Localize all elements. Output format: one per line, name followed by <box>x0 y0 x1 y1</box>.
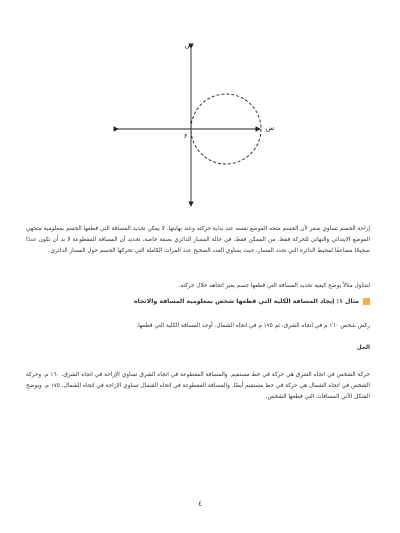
y-axis-label: ص <box>184 41 194 49</box>
paragraph-intro-example: لنتناول مثالاً يوضح كيفية تحديد المسافة التي قطعها جسم يغير اتجاهه خلال حركته. <box>178 283 370 289</box>
orange-square-icon <box>363 298 370 305</box>
solution-text: حركة الشخص في اتجاه الشرق هي حركة في خط مستقيم. والمسافة المقطوعة في اتجاه الشرق تساوي الإزاحة في اتجاه الشرق، ١٦٠ م. وحركة الشخص في اتجاه الشمال هي حركة في خط مستقيم أيضًا. والمسافة المقطوعة في اتجاه الشمال تساوي الإزاحة في اتجاه الشمال، ١٧٥ م. ويوضح الشكل الآتي المسافات التي قطعها الشخص. <box>26 372 370 401</box>
origin-label: و <box>184 131 187 138</box>
solution-heading: الحل <box>356 345 370 351</box>
x-axis-label: س <box>265 124 275 132</box>
example-heading <box>26 298 370 305</box>
paragraph-displacement-explanation: إزاحة الجسم تساوي صفر لأن الجسم متجه الموضع نفسه عند بداية حركته وعند نهايتها. لا يمكن تحديد المسافة التي قطعها الجسم بمعلومية متجهي الموضع الابتدائي والنهائي للحركة فقط. من الممكن فقط، في حالة المسار الدائري بصفة خاصة، تحديد أن المسافة المقطوعة لا بد أن تكون عددًا صحيحًا مضاعفًا لمحيط الدائرة التي تحدد المسار، حيث يساوي العدد الصحيح عدد المرات الكاملة التي تحركها الجسم حول المسار الدائري. <box>26 226 370 255</box>
page-number: ٤ <box>198 500 202 508</box>
example-title-text: مثال ١: إيجاد المسافة الكلية التي قطعها شخص بمعلومية المسافة والاتجاه <box>133 298 359 305</box>
circular-path-diagram <box>110 38 290 208</box>
example-question: ركض شخص ١٦٠ م في اتجاه الشرق، ثم ١٧٥ م في اتجاه الشمال. أوجد المسافة الكلية التي قطعها. <box>136 323 370 329</box>
